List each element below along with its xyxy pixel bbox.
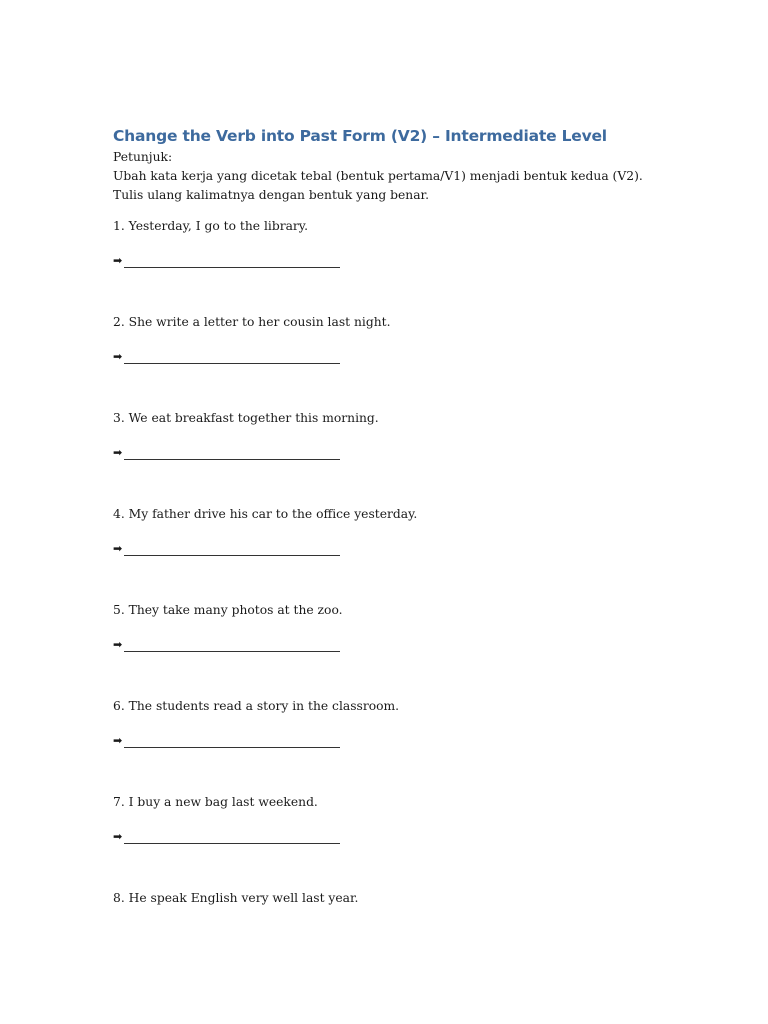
instructions-text: Ubah kata kerja yang dicetak tebal (bentuk pertama/V1) menjadi bentuk kedua (V2). Tulis ulang kalimatnya dengan bentuk yang benar. [113,169,643,202]
right-arrow-icon: ➡ [113,446,123,459]
instructions-label: Petunjuk: [113,150,173,164]
right-arrow-icon: ➡ [113,830,123,843]
answer-blank [124,637,340,652]
answer-blank [124,253,340,268]
answer-blank [124,541,340,556]
answer-line [113,729,673,748]
question-text: 7. I buy a new bag last weekend. [113,795,318,809]
question-text: 1. Yesterday, I go to the library. [113,219,309,233]
question-item [113,793,673,889]
right-arrow-icon: ➡ [113,638,123,651]
question-item [113,505,673,601]
question-item [113,697,673,793]
question-item [113,217,673,313]
answer-blank [124,733,340,748]
answer-line [113,345,673,364]
answer-blank [124,829,340,844]
right-arrow-icon: ➡ [113,350,123,363]
right-arrow-icon: ➡ [113,734,123,747]
answer-line [113,825,673,844]
right-arrow-icon: ➡ [113,254,123,267]
question-text: 8. He speak English very well last year. [113,891,359,905]
question-text: 6. The students read a story in the classroom. [113,699,400,713]
question-list [113,217,673,985]
answer-blank [124,349,340,364]
answer-blank [124,445,340,460]
question-item [113,313,673,409]
right-arrow-icon: ➡ [113,542,123,555]
answer-line [113,441,673,460]
worksheet-page [113,126,673,985]
question-item [113,601,673,697]
question-item [113,889,673,985]
worksheet-title: Change the Verb into Past Form (V2) – Intermediate Level [113,127,607,145]
question-text: 5. They take many photos at the zoo. [113,603,343,617]
answer-line [113,537,673,556]
question-item [113,409,673,505]
question-text: 2. She write a letter to her cousin last night. [113,315,391,329]
question-text: 3. We eat breakfast together this morning. [113,411,379,425]
answer-line [113,249,673,268]
answer-line [113,633,673,652]
question-text: 4. My father drive his car to the office yesterday. [113,507,418,521]
